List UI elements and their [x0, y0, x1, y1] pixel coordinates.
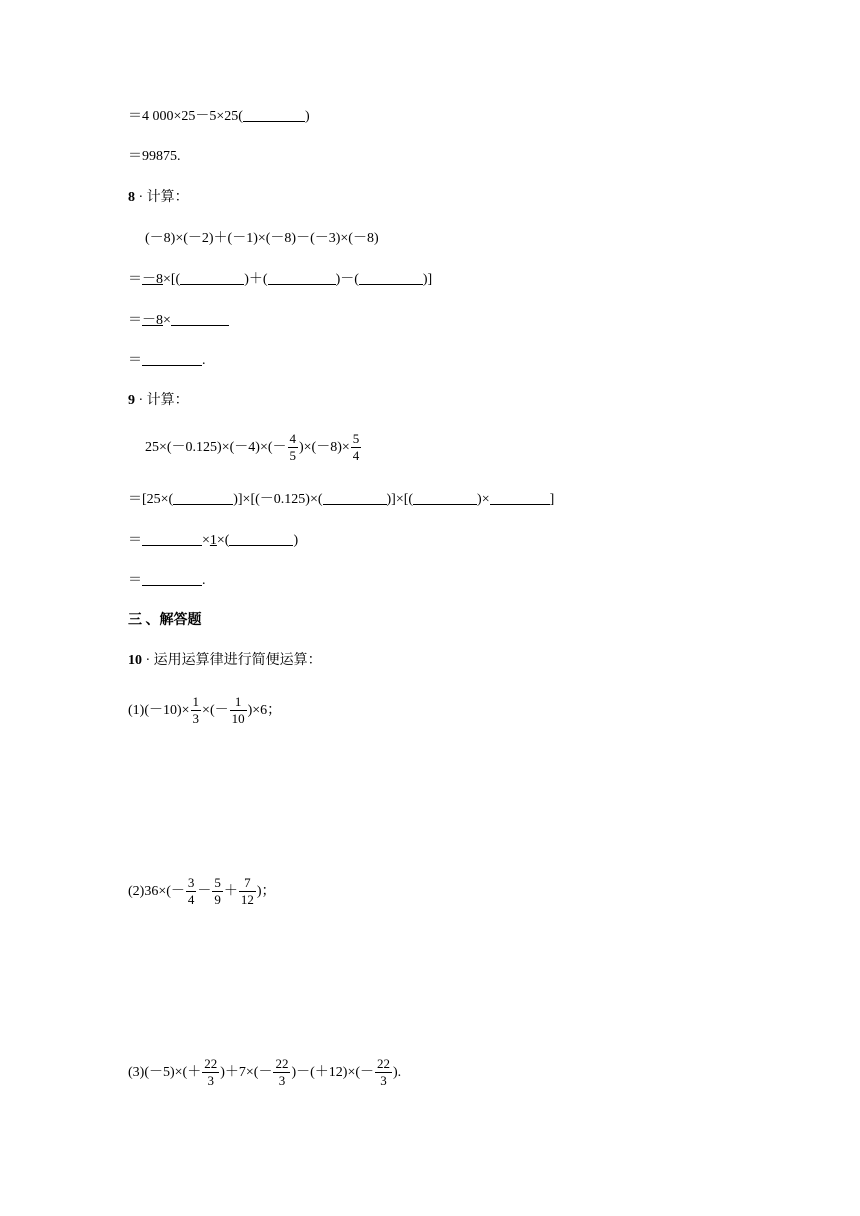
question-number: 10 [128, 653, 142, 668]
fraction [202, 1056, 219, 1089]
denominator: 12 [240, 892, 254, 908]
denominator: 3 [207, 1073, 214, 1089]
section-heading: 三 、解答题 [128, 613, 202, 628]
question-label: · 运用运算律进行简便运算： [145, 653, 322, 668]
expression-text: ＋ [223, 884, 238, 899]
fraction [230, 694, 247, 727]
fraction [239, 875, 256, 908]
expression-text: ×( [216, 533, 230, 548]
denominator: 4 [187, 892, 195, 908]
equals-sign: ＝ [128, 313, 142, 328]
expression-text: )＋( [244, 272, 268, 287]
answer-blank[interactable] [180, 270, 244, 285]
answer-blank[interactable] [413, 490, 477, 505]
expression-text: ] [549, 492, 555, 507]
equals-sign: ＝ [128, 353, 142, 368]
fraction [212, 875, 223, 908]
answer-blank[interactable] [229, 531, 293, 546]
answer-blank[interactable] [268, 270, 336, 285]
expression-text: )； [256, 884, 276, 899]
denominator: 3 [278, 1073, 286, 1089]
question-9-expression [145, 430, 362, 466]
expression-text: )] [422, 272, 433, 287]
answer-blank[interactable] [323, 490, 387, 505]
answer-blank[interactable] [142, 351, 202, 366]
question-9-step-2 [128, 531, 298, 551]
equals-sign: ＝ [128, 272, 142, 287]
question-9-step-3 [128, 571, 206, 591]
denominator: 4 [352, 448, 360, 464]
answer-blank[interactable] [173, 490, 233, 505]
expression-text: )×6； [247, 703, 282, 718]
expression-text: )－(＋12)×(－ [291, 1065, 374, 1080]
expression-text: )＋7×(－ [220, 1065, 273, 1080]
answer-blank[interactable] [490, 490, 550, 505]
times-sign: × [163, 313, 171, 328]
question-8-step-2 [128, 311, 229, 331]
step-line-2: ＝99875. [128, 149, 181, 164]
expression-text: ). [393, 1065, 402, 1080]
times-sign: × [202, 533, 210, 548]
question-label: · 计算： [138, 393, 189, 408]
numerator: 5 [214, 875, 221, 891]
expression-text: (3)(－5)×(＋ [128, 1065, 202, 1080]
fraction [375, 1056, 392, 1089]
question-label: · 计算： [138, 190, 189, 205]
expression-text: － [197, 884, 212, 899]
paren-close: ) [304, 109, 310, 124]
expression-text: )]×[(－0.125)×( [233, 492, 323, 507]
answer-blank[interactable] [243, 107, 305, 122]
expression-text: ×[( [163, 272, 181, 287]
denominator: 3 [192, 711, 200, 727]
expression-text: )]×[( [386, 492, 414, 507]
denominator: 10 [231, 711, 245, 727]
fraction [273, 1056, 290, 1089]
expression-text: ×(－ [202, 703, 229, 718]
expression-text: (1)(－10)× [128, 703, 190, 718]
numerator: 7 [239, 875, 256, 892]
denominator: 3 [380, 1073, 387, 1089]
answer-blank[interactable] [171, 311, 229, 326]
answer-blank[interactable] [142, 531, 202, 546]
expression-text: ＝[25×( [128, 492, 174, 507]
equals-sign: ＝ [128, 533, 142, 548]
common-factor: －8 [142, 272, 163, 287]
question-9-step-1 [128, 490, 554, 510]
expression-text: )－( [335, 272, 359, 287]
fraction [351, 431, 362, 464]
question-number: 9 [128, 393, 135, 408]
denominator: 5 [289, 448, 296, 464]
fraction [191, 694, 202, 727]
question-10-heading [128, 651, 322, 671]
expression-text: )×(－8)× [299, 440, 350, 455]
question-8-step-1 [128, 270, 432, 290]
numerator: 3 [187, 875, 195, 891]
expression-text: ＝4 000×25－5×25( [128, 109, 243, 124]
denominator: 9 [214, 892, 221, 908]
numerator: 4 [289, 431, 296, 447]
numerator: 1 [230, 694, 247, 711]
equals-sign: ＝ [128, 573, 142, 588]
answer-blank[interactable] [359, 270, 423, 285]
fraction [288, 431, 299, 464]
common-factor: －8 [142, 313, 163, 328]
question-9-heading [128, 391, 189, 411]
underlined-one: 1 [209, 533, 217, 548]
period: . [202, 573, 206, 588]
expression-text: 25×(－0.125)×(－4)×(－ [145, 440, 287, 455]
numerator: 1 [192, 694, 200, 710]
fraction [186, 875, 197, 908]
question-8-expression: (－8)×(－2)＋(－1)×(－8)－(－3)×(－8) [145, 231, 379, 246]
period: . [202, 353, 206, 368]
numerator: 5 [352, 431, 360, 447]
numerator: 22 [275, 1056, 289, 1072]
paren-close: ) [293, 533, 299, 548]
problem-3 [128, 1055, 401, 1091]
answer-blank[interactable] [142, 571, 202, 586]
question-8-heading [128, 188, 189, 208]
expression-text: (2)36×(－ [128, 884, 185, 899]
question-number: 8 [128, 190, 135, 205]
step-line-1 [128, 107, 310, 127]
numerator: 22 [204, 1056, 218, 1072]
problem-1 [128, 693, 281, 729]
expression-text: )× [477, 492, 490, 507]
numerator: 22 [377, 1056, 390, 1072]
problem-2 [128, 874, 276, 910]
question-8-step-3 [128, 351, 206, 371]
